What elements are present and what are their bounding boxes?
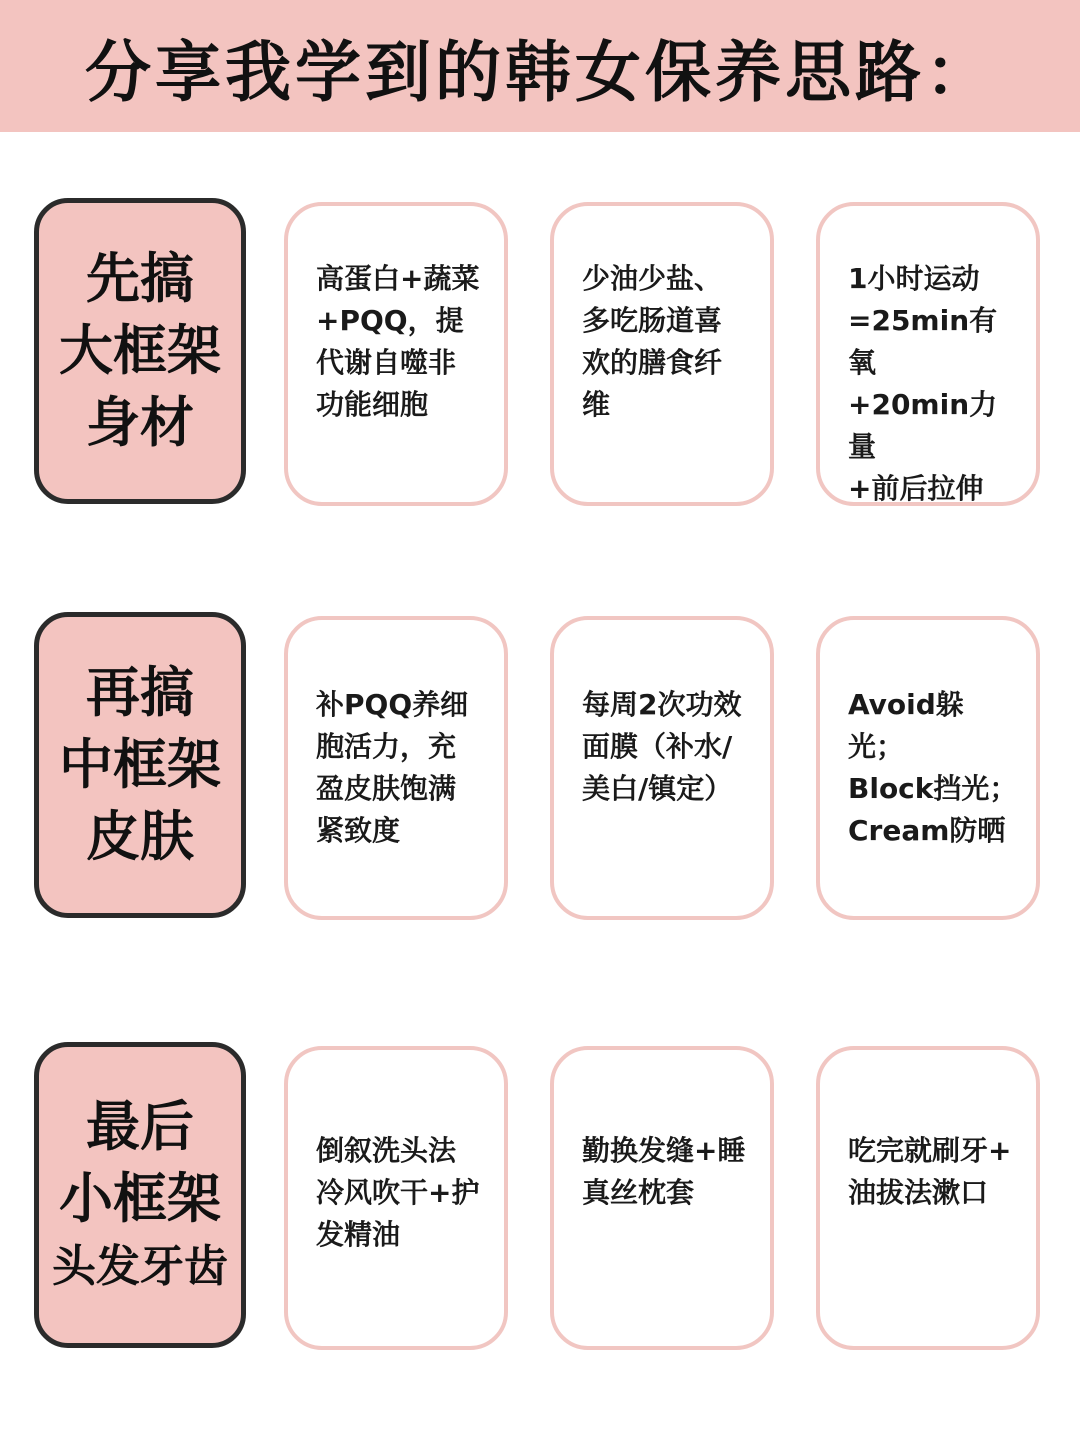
- tip-card-text: Avoid躲光； Block挡光； Cream防晒: [848, 688, 1018, 847]
- section-label-skin: [34, 612, 246, 918]
- section-label-line: 中框架: [59, 733, 221, 796]
- tip-card-text: 勤换发缝+睡 真丝枕套: [582, 1134, 746, 1209]
- row-hair-teeth: [0, 1042, 1080, 1352]
- section-label-line: 大框架: [59, 319, 221, 382]
- tip-card-text: 倒叙洗头法 冷风吹干+护 发精油: [316, 1134, 480, 1251]
- tip-card-diet: [284, 202, 508, 506]
- tip-card-pqq: [284, 616, 508, 920]
- section-label-line: 头发牙齿: [52, 1241, 228, 1292]
- tip-card-exercise: [816, 202, 1040, 506]
- tip-card-text: 补PQQ养细 胞活力，充 盈皮肤饱满 紧致度: [316, 688, 469, 847]
- section-label-line: 身材: [86, 391, 194, 454]
- row-body: [0, 198, 1080, 508]
- tip-card-text: 1小时运动 =25min有氧 +20min力量 +前后拉伸: [848, 262, 998, 505]
- page-title: 分享我学到的韩女保养思路：: [85, 33, 995, 111]
- tip-card-pillow: [550, 1046, 774, 1350]
- section-label-line: 皮肤: [86, 805, 194, 868]
- section-label-line: 先搞: [86, 247, 194, 310]
- tip-card-text: 每周2次功效 面膜（补水/ 美白/镇定）: [582, 688, 742, 805]
- tip-card-text: 吃完就刷牙+ 油拔法漱口: [848, 1134, 1012, 1209]
- tip-card-text: 高蛋白+蔬菜 +PQQ，提 代谢自噬非 功能细胞: [316, 262, 480, 421]
- section-label-line: 最后: [86, 1095, 194, 1158]
- section-label-line: 再搞: [86, 661, 194, 724]
- tip-card-fiber: [550, 202, 774, 506]
- title-banner: [0, 0, 1080, 132]
- tip-card-text: 少油少盐、 多吃肠道喜 欢的膳食纤 维: [582, 262, 723, 421]
- tip-card-teeth: [816, 1046, 1040, 1350]
- tip-card-sun: [816, 616, 1040, 920]
- tip-card-mask: [550, 616, 774, 920]
- row-skin: [0, 612, 1080, 922]
- section-label-body: [34, 198, 246, 504]
- section-label-line: 小框架: [59, 1167, 221, 1230]
- section-label-hair-teeth: [34, 1042, 246, 1348]
- tip-card-hair-wash: [284, 1046, 508, 1350]
